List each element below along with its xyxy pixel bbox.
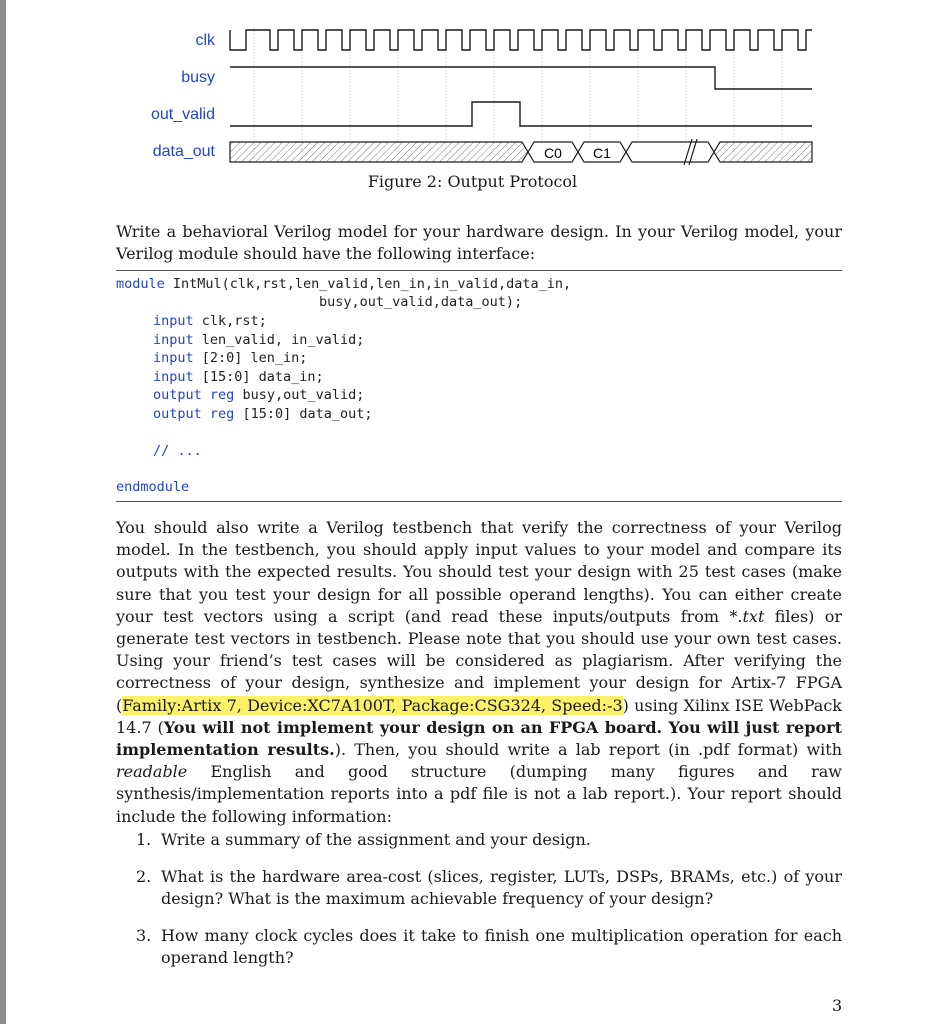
signal-label-data-out: data_out: [152, 143, 215, 160]
code-bottom-rule: [116, 501, 842, 502]
code-decl-3: input [2:0] len_in;: [153, 350, 308, 366]
signal-label-busy: busy: [181, 69, 215, 86]
clk-waveform: [230, 30, 812, 50]
code-decl-2: input len_valid, in_valid;: [153, 332, 365, 348]
code-decl-5: output reg busy,out_valid;: [153, 387, 365, 403]
fpga-spec-highlight: Family:Artix 7, Device:XC7A100T, Package:CSG324, Speed:-3: [122, 695, 623, 715]
code-endmodule: endmodule: [116, 479, 190, 495]
data-label-c0: C0: [544, 145, 562, 161]
code-decl-4: input [15:0] data_in;: [153, 369, 324, 385]
signal-label-out-valid: out_valid: [150, 106, 215, 123]
busy-waveform: [230, 67, 812, 89]
code-module-signature: IntMul(clk,rst,len_valid,len_in,in_valid,data_in,: [164, 276, 572, 292]
code-line-module: [116, 275, 571, 294]
code-line-ports: busy,out_valid,data_out);: [319, 294, 523, 310]
figure-caption: Figure 2: Output Protocol: [367, 172, 578, 191]
code-comment: // ...: [153, 443, 202, 459]
data-out-hatch-1: [230, 142, 528, 162]
data-out-bus-gap: [626, 142, 714, 162]
code-top-rule: [116, 270, 842, 271]
body-paragraph: You should also write a Verilog testbench that verify the correctness of your Verilog model. In the testbench, you should apply input values to your model and compare its outputs with the expected results. You should test your design with 25 test cases (make sure that you test your design for all possible operand lengths). You can either create your test vectors using a script (and read these inputs/outputs from *.txt files) or generate test vectors in testbench. Please note that you should use your own test cases. Using your friend’s test cases will be considered as plagiarism. After verifying the correctness of your design, synthesize and implement your design for Artix-7 FPGA (Family:Artix 7, Device:XC7A100T, Package:CSG324, Speed:-3) using Xilinx ISE WebPack 14.7 (You will not implement your design on an FPGA board. You will just report implementation results.). Then, you should write a lab report (in .pdf format) with readable English and good structure (dumping many figures and raw synthesis/implementation reports into a pdf file is not a lab report.). Your report should include the following information:: [116, 518, 843, 826]
data-label-c1: C1: [593, 145, 611, 161]
intro-paragraph: Write a behavioral Verilog model for your hardware design. In your Verilog model, your Verilog module should have the following interface:: [116, 222, 842, 264]
code-keyword-module: module: [116, 276, 165, 292]
code-decl-1: input clk,rst;: [153, 313, 267, 329]
code-decl-6: output reg [15:0] data_out;: [153, 406, 373, 422]
signal-label-clk: clk: [195, 32, 215, 49]
data-out-hatch-2: [714, 142, 812, 162]
out-valid-waveform: [230, 102, 812, 126]
timing-diagram: [0, 0, 945, 170]
bold-note: You will not implement your design on an FPGA board. You will just report implementation results.: [116, 717, 843, 760]
page-number: 3: [832, 996, 843, 1015]
